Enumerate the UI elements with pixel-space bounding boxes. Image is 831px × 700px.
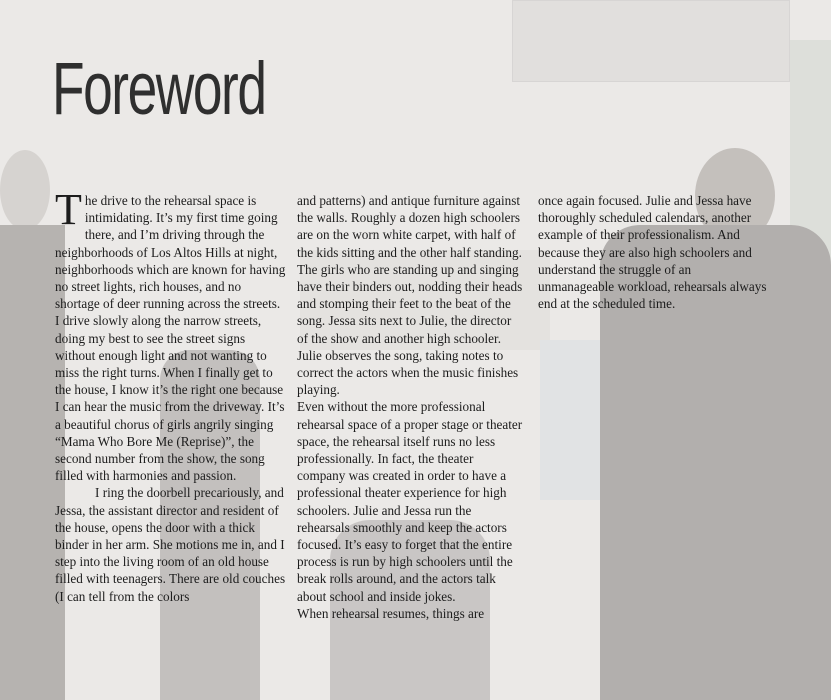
paragraph: once again focused. Julie and Jessa have thoroughly scheduled calendars, another example of their professionalism. And because they are also high schoolers and understand the struggle of an unmanageable workload, rehearsals always end at the scheduled time. [538,193,767,312]
paragraph: I ring the doorbell precariously, and Jessa, the assistant director and resident of the house, opens the door with a thick binder in her arm. She motions me in, and I step into the living room of an old house filled with teenagers. There are old couches (I can tell from the colors [55,485,286,604]
paragraph: When rehearsal resumes, things are [297,605,485,621]
text-column-2 [297,192,524,622]
text-column-3 [538,192,768,312]
paragraph [55,185,286,484]
drop-cap: T [55,185,82,234]
paragraph: Even without the more professional rehearsal space of a proper stage or theater space, the rehearsal itself runs no less professionally. In fact, the theater company was created in order to have a professional theater experience for high schoolers. Julie and Jessa run the rehearsals smoothly and keep the actors focused. It’s easy to forget that the entire process is run by high schoolers until the break rolls around, and the actors talk about school and inside jokes. [297,399,523,604]
paragraph: and patterns) and antique furniture against the walls. Roughly a dozen high schoolers are on the worn white carpet, with half of the kids sitting and the other half standing. The girls who are standing up and singing have their binders out, nodding their heads and stomping their feet to the beat of the song. Jessa sits next to Julie, the director of the show and another high schooler. Julie observes the song, taking notes to correct the actors when the music finishes playing. [297,193,523,398]
text-column-1 [55,185,286,605]
paragraph-text: he drive to the rehearsal space is intimidating. It’s my first time going there, and I’m driving through the neighborhoods of Los Altos Hills at night, neighborhoods which are known for having no street lights, rich houses, and no shortage of deer running across the streets. I drive slowly along the narrow streets, doing my best to see the street signs without enough light and not wanting to miss the right turns. When I finally get to the house, I know it’s the right one because I can hear the music from the driveway. It’s a beautiful chorus of girls angrily singing “Mama Who Bore Me (Reprise)”, the second number from the show, the song filled with harmonies and passion. [55,193,286,484]
page-title: Foreword [52,47,266,130]
